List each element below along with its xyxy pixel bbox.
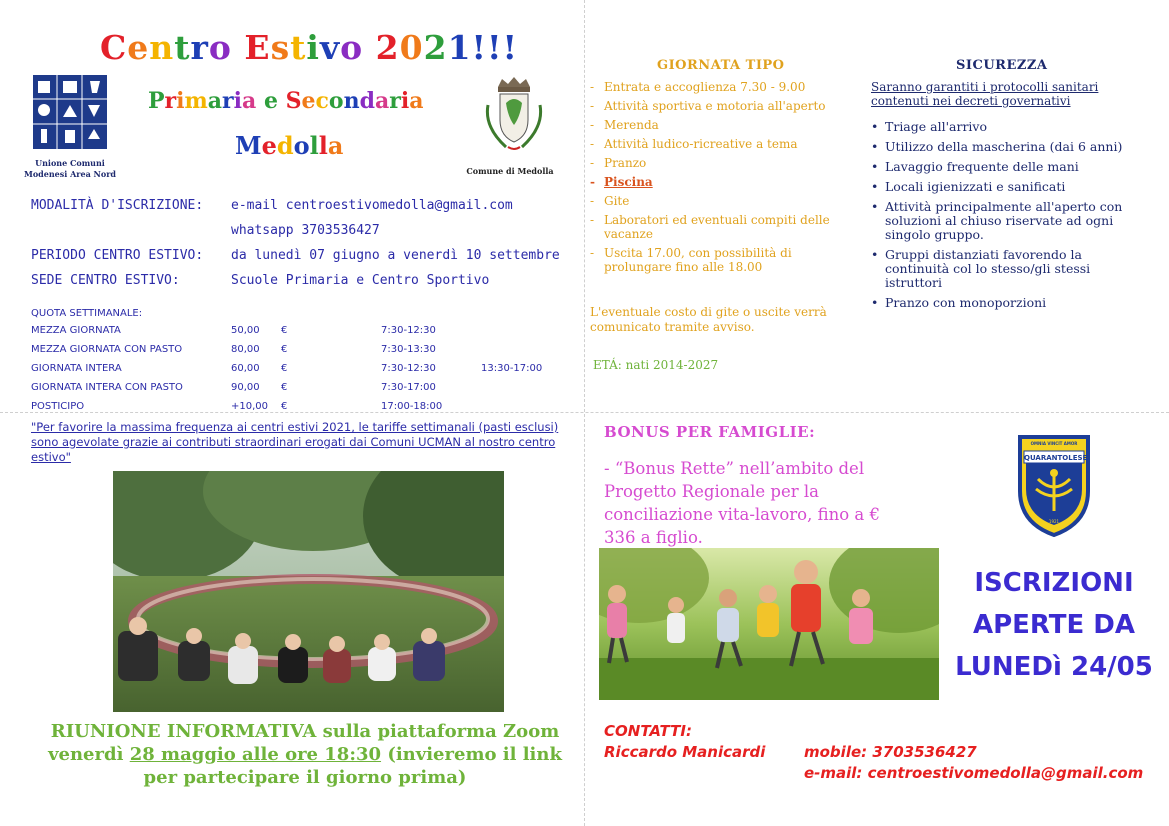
quota-price: 90,00 — [231, 382, 260, 393]
badge-name: QUARANTOLESE — [1024, 454, 1088, 462]
quota-price: +10,00 — [231, 401, 269, 412]
giornata-title: GIORNATA TIPO — [657, 58, 785, 73]
union-logo — [33, 75, 107, 149]
giornata-item: - Merenda — [590, 118, 860, 132]
title-letter: 2 — [423, 28, 448, 67]
subtitle-letter: n — [343, 88, 360, 114]
children-running-photo — [599, 548, 939, 700]
periodo-value: da lunedì 07 giugno a venerdì 10 settembre — [231, 248, 560, 263]
periodo-label: PERIODO CENTRO ESTIVO: — [31, 248, 204, 263]
quota-name: MEZZA GIORNATA — [31, 325, 121, 336]
quota-extra: 13:30-17:00 — [481, 363, 543, 374]
iscrizioni-line-1: ISCRIZIONI — [974, 568, 1134, 598]
agevolazione-note: "Per favorire la massima frequenza ai centri estivi 2021, le tariffe settimanali (pasti esclusi) sono agevolate grazie ai contributi straordinari erogati dai Comuni UCMAN al nostro centro estivo" — [31, 420, 559, 464]
iscrizioni-line-3: LUNEDì 24/05 — [955, 652, 1153, 682]
subtitle-letter: r — [164, 88, 177, 114]
sede-label: SEDE CENTRO ESTIVO: — [31, 273, 180, 288]
title-letter: v — [319, 28, 341, 67]
page-title — [100, 28, 518, 67]
title-letter — [232, 28, 245, 67]
title-letter: n — [149, 28, 175, 67]
subtitle-letter: i — [400, 88, 410, 114]
sicurezza-item: • Pranzo con monoporzioni — [871, 296, 1146, 310]
title-letter: s — [270, 28, 291, 67]
quota-time: 7:30-17:00 — [381, 382, 436, 393]
title-letter: ! — [502, 28, 519, 67]
subtitle-letter: r — [222, 88, 234, 114]
quarantolese-badge-icon — [1016, 433, 1092, 537]
title-letter: t — [174, 28, 191, 67]
subtitle-letter: e — [263, 88, 278, 114]
quota-currency: € — [281, 401, 288, 412]
title-letter: o — [340, 28, 364, 67]
quota-time: 7:30-13:30 — [381, 344, 436, 355]
title-letter: ! — [487, 28, 503, 67]
riunione-text-1: RIUNIONE INFORMATIVA sulla piattaforma Zoom venerdì — [48, 721, 560, 765]
title-letter: 0 — [399, 28, 424, 67]
quota-heading: QUOTA SETTIMANALE: — [31, 308, 143, 319]
badge-year: 1921 — [1048, 519, 1060, 524]
subtitle-letter: a — [374, 88, 390, 114]
riunione-text-2: (invieremo il link per partecipare il giorno prima) — [143, 744, 562, 788]
sicurezza-item: • Lavaggio frequente delle mani — [871, 160, 1146, 174]
email-info: e-mail centroestivomedolla@gmail.com — [231, 198, 513, 213]
giornata-item: - Laboratori ed eventuali compiti delle vacanze — [590, 213, 860, 241]
iscrizioni-line-2: APERTE DA — [972, 610, 1136, 640]
modalita-label: MODALITÀ D'ISCRIZIONE: — [31, 198, 204, 213]
town-letter: l — [318, 131, 328, 160]
subtitle-letter: i — [233, 88, 242, 114]
town-letter: l — [309, 131, 319, 160]
quota-currency: € — [281, 363, 288, 374]
subtitle-letter: o — [328, 88, 344, 114]
subtitle-letter: i — [176, 88, 185, 114]
children-circle-photo — [113, 471, 504, 712]
riunione-date: 28 maggio alle ore 18:30 — [129, 744, 382, 765]
bonus-text: - “Bonus Rette” nell’ambito del Progetto Regionale per la conciliazione vita-lavoro, fino a € 336 a figlio. — [604, 459, 880, 547]
costo-note: L'eventuale costo di gite o uscite verrà comunicato tramite avviso. — [590, 305, 827, 334]
sicurezza-intro: Saranno garantiti i protocolli sanitari contenuti nei decreti governativi — [871, 80, 1099, 108]
sicurezza-item: • Gruppi distanziati favorendo la continuità col lo stesso/gli stessi istruttori — [871, 248, 1146, 290]
subtitle-letter: c — [315, 88, 329, 114]
title-letter: o — [208, 28, 232, 67]
sicurezza-item: • Locali igienizzati e sanificati — [871, 180, 1146, 194]
sede-value: Scuole Primaria e Centro Sportivo — [231, 273, 490, 288]
subtitle-town — [235, 131, 343, 160]
sicurezza-item: • Utilizzo della mascherina (dai 6 anni) — [871, 140, 1146, 154]
subtitle-letter: S — [285, 88, 302, 114]
town-letter: d — [276, 131, 294, 160]
giornata-item: - Uscita 17.00, con possibilità di prolungare fino alle 18.00 — [590, 246, 860, 274]
title-letter: i — [306, 28, 320, 67]
comune-crest-icon — [478, 75, 550, 155]
title-letter — [363, 28, 376, 67]
contatti-name: Riccardo Manicardi — [604, 743, 766, 761]
union-logo-caption: Unione Comuni Modenesi Area Nord — [23, 158, 117, 179]
title-letter: 1 — [447, 28, 472, 67]
subtitle-letter: d — [359, 88, 375, 114]
riunione-informativa — [30, 720, 580, 789]
quota-name: POSTICIPO — [31, 401, 85, 412]
giornata-item: - Piscina — [590, 175, 860, 189]
town-letter: M — [235, 131, 262, 160]
giornata-list — [590, 80, 860, 279]
subtitle-letter: a — [207, 88, 223, 114]
town-letter: a — [327, 131, 344, 160]
whatsapp-info: whatsapp 3703536427 — [231, 223, 380, 238]
quota-currency: € — [281, 325, 288, 336]
subtitle-school — [148, 88, 423, 114]
giornata-item: - Gite — [590, 194, 860, 208]
title-letter: t — [290, 28, 307, 67]
quota-time: 7:30-12:30 — [381, 325, 436, 336]
quota-currency: € — [281, 382, 288, 393]
comune-caption: Comune di Medolla — [466, 166, 554, 176]
giornata-item: - Entrata e accoglienza 7.30 - 9.00 — [590, 80, 860, 94]
subtitle-letter: m — [184, 88, 208, 114]
page-fold-horizontal — [0, 412, 1169, 413]
title-letter: E — [244, 28, 271, 67]
subtitle-letter — [278, 88, 286, 114]
quota-time: 17:00-18:00 — [381, 401, 443, 412]
sicurezza-list — [871, 120, 1146, 316]
giornata-item: - Pranzo — [590, 156, 860, 170]
subtitle-letter — [256, 88, 264, 114]
title-letter: r — [190, 28, 209, 67]
contatti-label: CONTATTI: — [604, 722, 692, 740]
giornata-item: - Attività sportiva e motoria all'aperto — [590, 99, 860, 113]
contatti-email: e-mail: centroestivomedolla@gmail.com — [804, 764, 1144, 782]
subtitle-letter: P — [148, 88, 165, 114]
bonus-title: BONUS PER FAMIGLIE: — [604, 423, 816, 441]
quota-time: 7:30-12:30 — [381, 363, 436, 374]
subtitle-letter: a — [409, 88, 424, 114]
giornata-item: - Attività ludico-ricreative a tema — [590, 137, 860, 151]
eta-text: ETÁ: nati 2014-2027 — [593, 358, 719, 372]
subtitle-letter: r — [389, 88, 401, 114]
title-letter: ! — [471, 28, 488, 67]
page-fold-vertical — [584, 0, 585, 826]
subtitle-letter: a — [242, 88, 257, 114]
sicurezza-title: SICUREZZA — [956, 58, 1048, 73]
sicurezza-item: • Attività principalmente all'aperto con soluzioni al chiuso riservate ad ogni singolo gruppo. — [871, 200, 1146, 242]
title-letter: 2 — [375, 28, 400, 67]
town-letter: o — [293, 131, 310, 160]
quota-name: MEZZA GIORNATA CON PASTO — [31, 344, 183, 355]
iscrizioni-aperte — [950, 562, 1158, 688]
quota-currency: € — [281, 344, 288, 355]
title-letter: e — [127, 28, 150, 67]
quota-name: GIORNATA INTERA — [31, 363, 122, 374]
quota-name: GIORNATA INTERA CON PASTO — [31, 382, 183, 393]
town-letter: e — [261, 131, 277, 160]
quota-price: 60,00 — [231, 363, 260, 374]
quota-price: 50,00 — [231, 325, 260, 336]
subtitle-letter: e — [301, 88, 316, 114]
contatti-mobile: mobile: 3703536427 — [804, 743, 977, 761]
quota-price: 80,00 — [231, 344, 260, 355]
title-letter: C — [100, 28, 128, 67]
sicurezza-item: • Triage all'arrivo — [871, 120, 1146, 134]
badge-motto: OMNIA VINCIT AMOR — [1030, 441, 1078, 446]
